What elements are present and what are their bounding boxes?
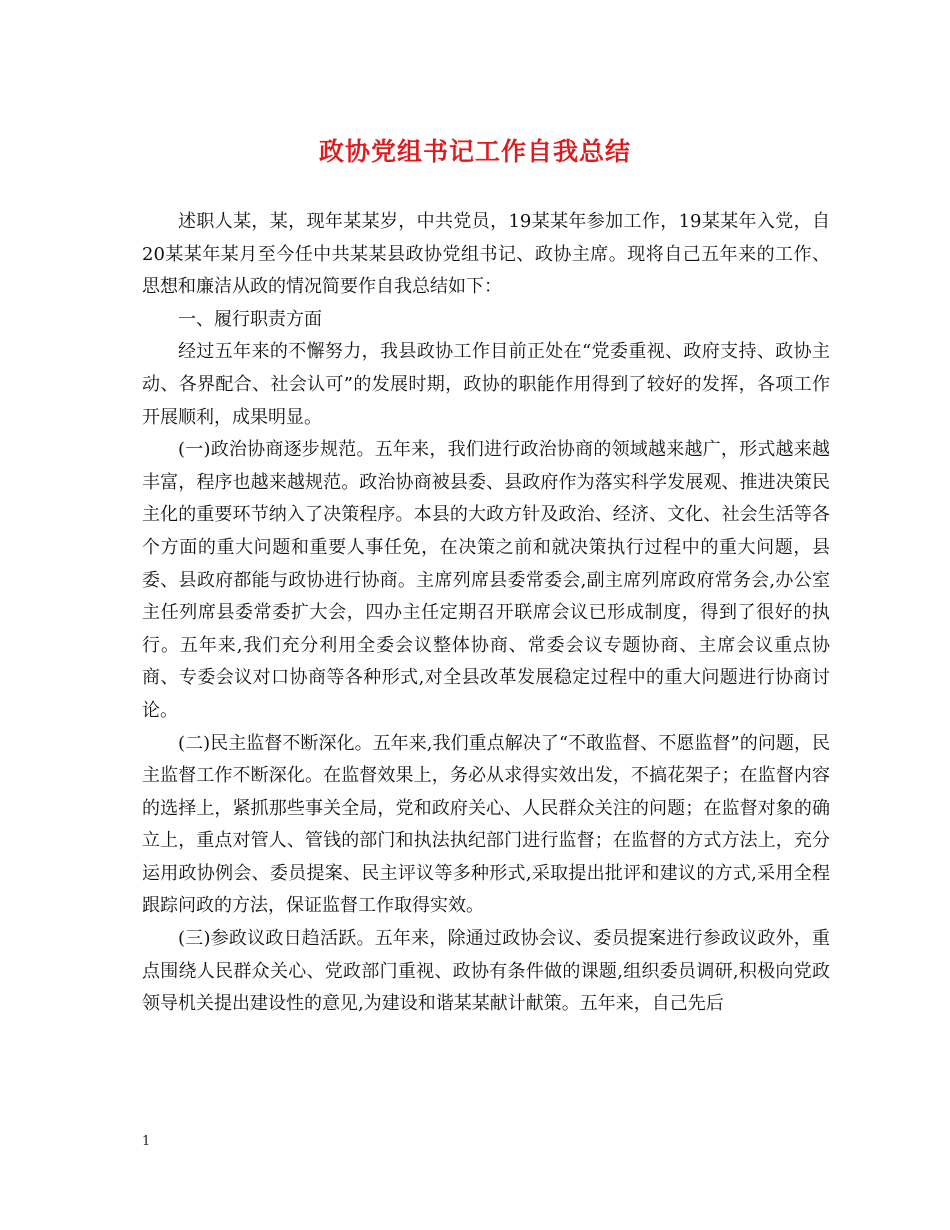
paragraph-overview: 经过五年来的不懈努力，我县政协工作目前正处在“党委重视、政府支持、政协主动、各界配合、社会认可”的发展时期，政协的职能作用得到了较好的发挥，各项工作开展顺利，成果明显。	[142, 341, 830, 428]
paragraph-participation: (三)参政议政日趋活跃。五年来，除通过政协会议、委员提案进行参政议政外，重点围绕人民群众关心、党政部门重视、政协有条件做的课题,组织委员调研,积极向党政领导机关提出建设性的意见,为建设和谐某某献计献策。五年来，自己先后	[142, 928, 830, 1015]
section-heading: 一、履行职责方面	[178, 308, 322, 330]
document-title: 政协党组书记工作自我总结	[318, 137, 631, 166]
page-number: 1	[142, 1134, 151, 1149]
paragraph-intro: 述职人某，某，现年某某岁，中共党员，19某某年参加工作，19某某年入党，自20某某年某月至今任中共某某县政协党组书记、政协主席。现将自己五年来的工作、思想和廉洁从政的情况简要作自我总结如下：	[142, 211, 830, 298]
paragraph-political-consultation: (一)政治协商逐步规范。五年来，我们进行政治协商的领域越来越广，形式越来越丰富，程序也越来越规范。政治协商被县委、县政府作为落实科学发展观、推进决策民主化的重要环节纳入了决策程序。本县的大政方针及政治、经济、文化、社会生活等各个方面的重大问题和重要人事任免，在决策之前和就决策执行过程中的重大问题，县委、县政府都能与政协进行协商。主席列席县委常委会,副主席列席政府常务会,办公室主任列席县委常委扩大会，四办主任定期召开联席会议已形成制度，得到了很好的执行。五年来,我们充分利用全委会议整体协商、常委会议专题协商、主席会议重点协商、专委会议对口协商等各种形式,对全县改革发展稳定过程中的重大问题进行协商讨论。	[142, 439, 830, 721]
document-body	[142, 206, 830, 1021]
paragraph-democratic-supervision: (二)民主监督不断深化。五年来,我们重点解决了“不敢监督、不愿监督”的问题，民主监督工作不断深化。在监督效果上，务必从求得实效出发，不搞花架子；在监督内容的选择上，紧抓那些事关全局，党和政府关心、人民群众关注的问题；在监督对象的确立上，重点对管人、管钱的部门和执法执纪部门进行监督；在监督的方式方法上，充分运用政协例会、委员提案、民主评议等多种形式,采取提出批评和建议的方式,采用全程跟踪问政的方法，保证监督工作取得实效。	[142, 732, 830, 917]
